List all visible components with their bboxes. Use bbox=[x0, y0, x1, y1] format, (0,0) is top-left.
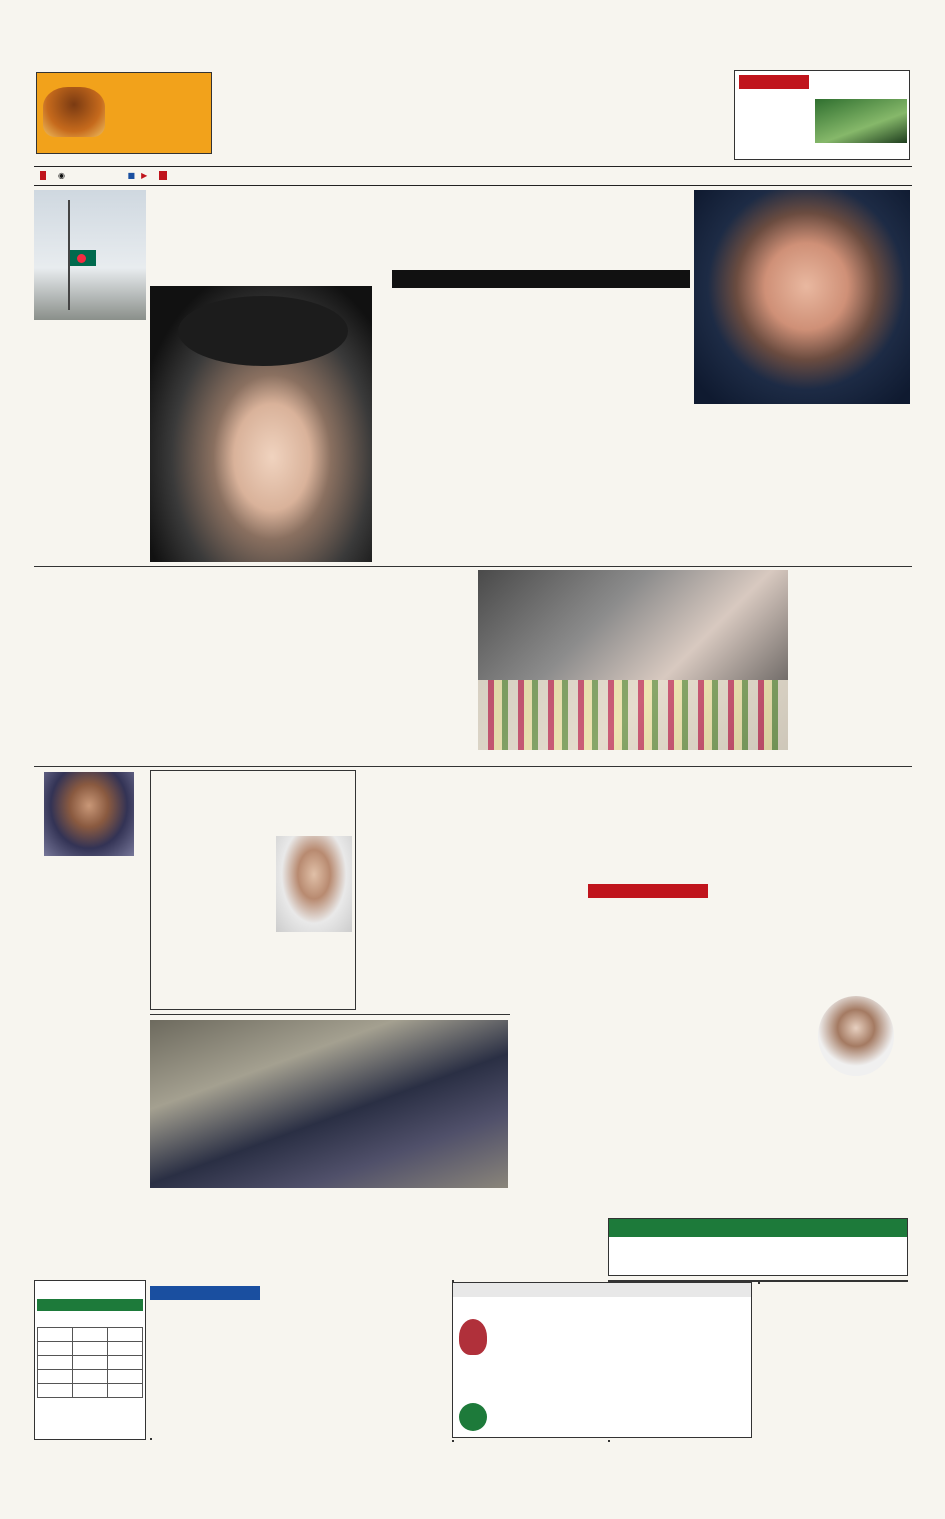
lead-dates bbox=[392, 270, 690, 288]
doctor1-panel[interactable] bbox=[150, 1438, 152, 1440]
hdi-body bbox=[794, 642, 910, 750]
wreath-photo bbox=[478, 570, 788, 750]
hdi-cont bbox=[840, 750, 910, 760]
pabna-cont bbox=[34, 1034, 146, 1044]
pm-india-cont bbox=[440, 996, 508, 1006]
doctor1-title bbox=[453, 1283, 752, 1297]
ibn-sina-logo bbox=[459, 1403, 487, 1431]
yaba-headline bbox=[512, 1112, 604, 1156]
prayer-row bbox=[38, 1342, 143, 1356]
ad-care bbox=[111, 137, 211, 149]
japan-headline bbox=[34, 1060, 146, 1146]
friend-kicker bbox=[150, 574, 474, 590]
pabna-headline bbox=[34, 860, 146, 932]
ad-right-cashback bbox=[737, 131, 813, 145]
rule-2 bbox=[34, 766, 912, 767]
sale-title bbox=[609, 1219, 908, 1237]
sidebar-left-body bbox=[34, 434, 146, 552]
ad-right-minister[interactable] bbox=[734, 70, 910, 160]
ad-right-hotline bbox=[829, 147, 909, 157]
ad-right-brand2 bbox=[815, 73, 907, 89]
akbar-photo bbox=[276, 836, 352, 932]
uk-mourning-cont bbox=[616, 550, 688, 560]
prayer-note bbox=[37, 1419, 143, 1431]
tagline bbox=[512, 70, 692, 84]
doctor-farook-hossain-ad[interactable] bbox=[452, 1282, 752, 1438]
prayer-row bbox=[38, 1384, 143, 1398]
sidebar-left-headline bbox=[34, 352, 146, 422]
japan-byline bbox=[34, 1148, 146, 1158]
worldbank-box-body bbox=[588, 900, 708, 950]
queen-photo bbox=[150, 286, 372, 562]
king-photo bbox=[694, 190, 910, 404]
hdi-headline bbox=[794, 572, 910, 640]
prayer-row bbox=[38, 1370, 143, 1384]
suicide-kicker bbox=[608, 1016, 788, 1032]
uk-mourning-headline bbox=[542, 294, 688, 366]
doctor1-name bbox=[457, 1299, 749, 1317]
yaba-byline bbox=[512, 1156, 604, 1166]
doctor-shilpi-akter-ad[interactable] bbox=[608, 1440, 610, 1442]
friend-body bbox=[150, 630, 474, 754]
sidebar-left-byline bbox=[34, 424, 146, 434]
suicide-body bbox=[608, 1098, 788, 1204]
land-headline bbox=[150, 1212, 508, 1270]
flag-photo bbox=[34, 190, 146, 320]
doctor-ad-one[interactable] bbox=[452, 1440, 454, 1442]
years-badge bbox=[40, 171, 46, 180]
sidebar-left-caption bbox=[34, 324, 146, 348]
yaba-cont bbox=[512, 1210, 604, 1220]
sale-body bbox=[613, 1239, 905, 1261]
student-byline bbox=[790, 1136, 910, 1146]
doctor1-body bbox=[493, 1319, 749, 1399]
pm-success-cont bbox=[840, 976, 910, 986]
friend-headline bbox=[150, 592, 474, 626]
friend-cont bbox=[404, 754, 474, 764]
suicide-cont bbox=[718, 1204, 788, 1214]
pm-success-body bbox=[790, 852, 910, 976]
japan-body bbox=[34, 1158, 146, 1264]
ad-brand bbox=[111, 89, 209, 109]
prayer-row bbox=[38, 1356, 143, 1370]
uk-mourning-body bbox=[542, 370, 688, 550]
akbar-byline bbox=[154, 826, 274, 836]
akbar-body bbox=[154, 836, 272, 996]
sale-contact[interactable] bbox=[613, 1261, 905, 1275]
edition-label bbox=[258, 70, 348, 84]
prayer-widget bbox=[34, 1280, 146, 1440]
prayer-subtitle bbox=[37, 1299, 143, 1311]
wreath-caption bbox=[478, 752, 788, 764]
rice-body bbox=[512, 1072, 604, 1110]
doctor1-appointment[interactable] bbox=[493, 1413, 749, 1427]
queen-hat bbox=[178, 296, 348, 366]
pm-success-byline bbox=[790, 842, 910, 852]
prayer-row bbox=[38, 1328, 143, 1342]
suicide-byline bbox=[608, 1088, 788, 1098]
kidney-icon bbox=[459, 1319, 487, 1355]
dateline-bar bbox=[34, 166, 912, 186]
pabna-body bbox=[34, 944, 146, 1034]
ad-right-sub bbox=[815, 89, 907, 99]
facebook-icon[interactable]: ■ bbox=[127, 171, 136, 180]
myanmar-byline bbox=[34, 644, 146, 654]
japan-cont bbox=[34, 1264, 146, 1274]
pm-success-headline bbox=[790, 772, 910, 840]
youtube-icon[interactable]: ▶ bbox=[141, 171, 148, 180]
ad-right-offer bbox=[737, 101, 813, 111]
rule-1 bbox=[34, 566, 912, 567]
suicide-headline bbox=[608, 1034, 788, 1086]
pudding-image bbox=[43, 87, 105, 137]
ad-left-pudding[interactable] bbox=[36, 72, 212, 154]
bangladesh-flag-icon bbox=[70, 250, 96, 266]
pm-india-body bbox=[360, 836, 508, 996]
myanmar-body bbox=[34, 654, 146, 764]
ad-product bbox=[111, 111, 209, 127]
student-body bbox=[790, 1146, 910, 1204]
pm-india-headline bbox=[360, 772, 508, 824]
pabna-photo bbox=[44, 772, 134, 856]
sidebar-left-cont bbox=[34, 552, 146, 562]
sale-ad[interactable] bbox=[608, 1218, 908, 1276]
land-label bbox=[150, 1286, 260, 1300]
ad-right-price bbox=[737, 111, 813, 129]
prayer-table bbox=[37, 1327, 143, 1398]
student-headline bbox=[790, 1080, 910, 1134]
worldbank-cont bbox=[716, 996, 786, 1006]
lead-body bbox=[378, 292, 536, 550]
king-sub bbox=[694, 436, 910, 450]
land-byline bbox=[150, 1272, 508, 1282]
myanmar-headline bbox=[34, 570, 146, 642]
globe-icon: ◉ bbox=[58, 171, 65, 180]
akbar-headline bbox=[154, 772, 352, 822]
pabna-byline bbox=[34, 934, 146, 944]
weekday-badge bbox=[159, 171, 167, 180]
doctor-shilpi-ad[interactable] bbox=[758, 1282, 760, 1284]
worldbank-headline bbox=[512, 770, 786, 834]
rice-headline bbox=[512, 1016, 604, 1070]
king-body bbox=[694, 452, 910, 552]
prayer-date bbox=[37, 1313, 143, 1325]
lead-headline[interactable] bbox=[150, 196, 688, 270]
pm-india-byline bbox=[360, 826, 508, 836]
protest-photo bbox=[150, 1020, 508, 1188]
worldbank-box-title bbox=[588, 884, 708, 898]
ad-right-brand1 bbox=[739, 75, 809, 89]
student-photo bbox=[818, 996, 894, 1076]
akbar-cont bbox=[276, 996, 352, 1006]
king-cont bbox=[836, 552, 910, 562]
protest-caption bbox=[150, 1190, 508, 1210]
tv-image bbox=[815, 99, 907, 143]
student-cont bbox=[840, 1204, 910, 1214]
king-headline bbox=[694, 404, 910, 436]
yaba-body bbox=[512, 1166, 604, 1210]
lead-cont bbox=[470, 550, 536, 560]
worldbank-body bbox=[512, 838, 786, 882]
flowers bbox=[478, 680, 788, 750]
prayer-logo bbox=[37, 1283, 143, 1297]
masthead-logo[interactable] bbox=[262, 84, 702, 156]
rule-3 bbox=[150, 1014, 510, 1015]
